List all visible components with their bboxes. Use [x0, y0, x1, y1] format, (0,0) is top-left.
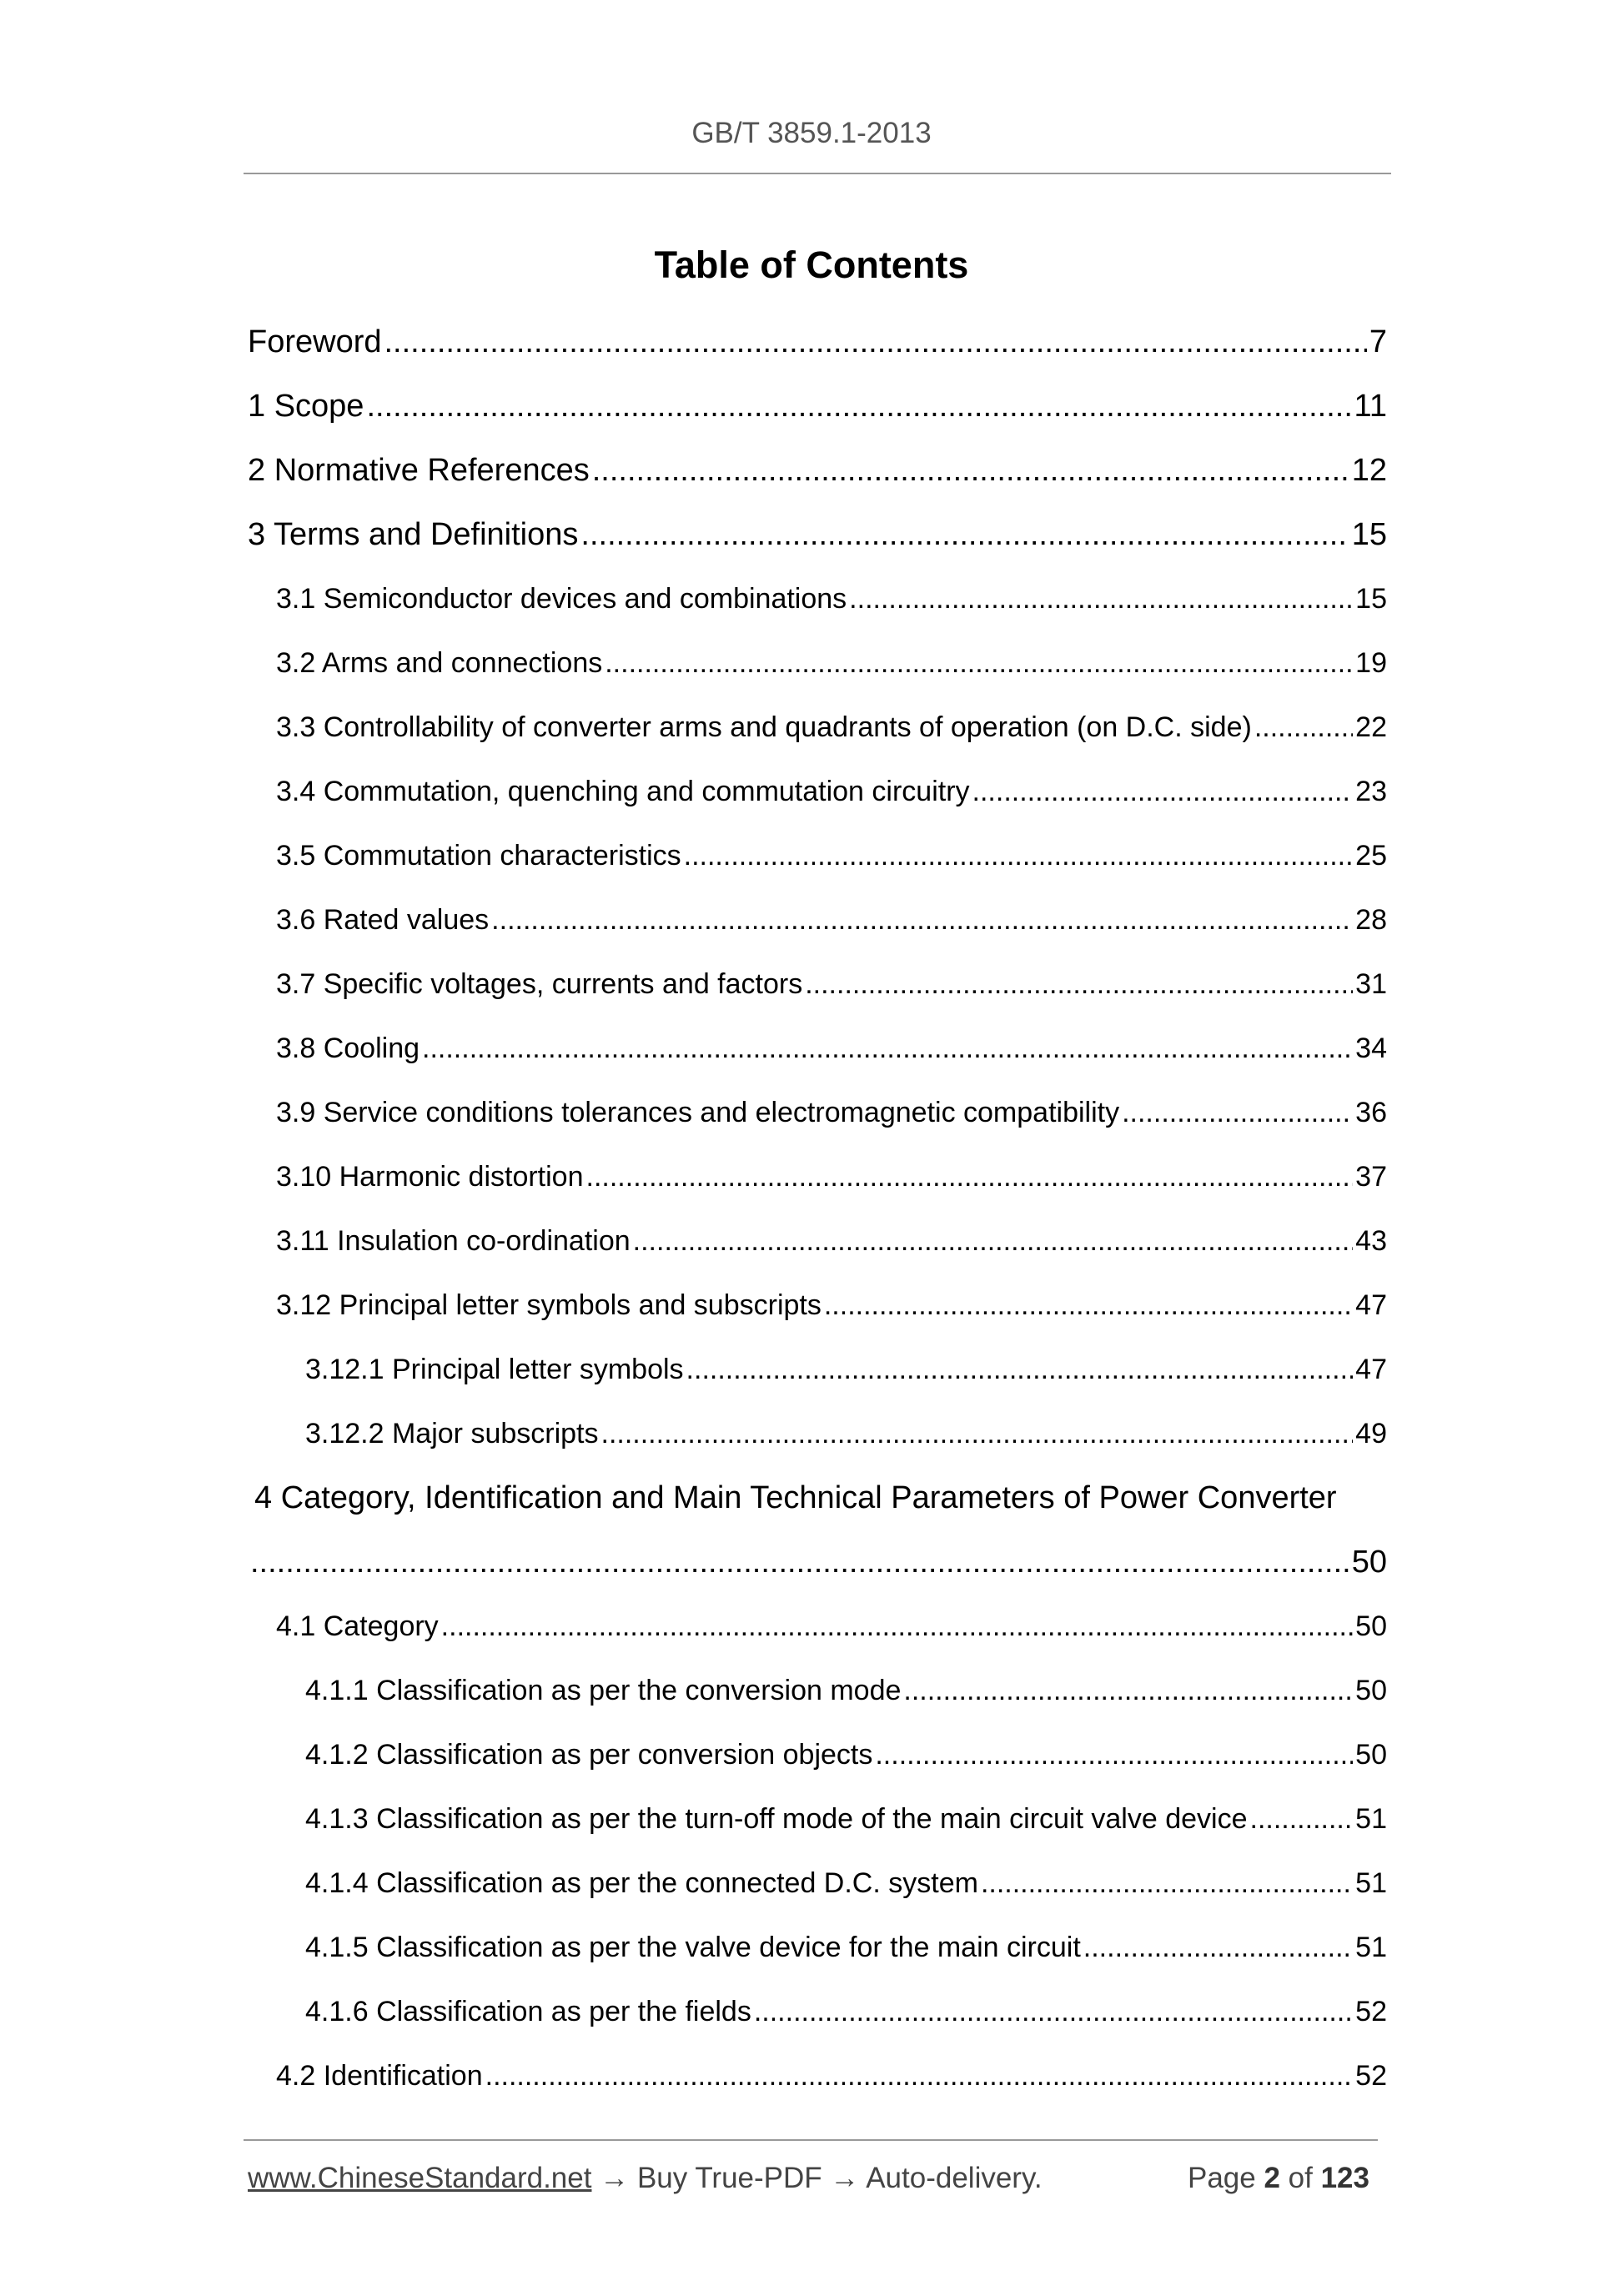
- footer-divider: [244, 2139, 1378, 2141]
- toc-entry[interactable]: [248, 961, 1387, 1025]
- toc-entry-label[interactable]: 3.7 Specific voltages, currents and factors: [276, 968, 803, 1000]
- toc-entry-page: 31: [1355, 968, 1387, 1000]
- toc-entry[interactable]: [248, 1860, 1387, 1924]
- toc-entry-label[interactable]: 4.2 Identification: [276, 2060, 483, 2092]
- toc-entry[interactable]: [248, 2052, 1387, 2117]
- dot-leader: [605, 640, 1353, 686]
- toc-entry[interactable]: [248, 1924, 1387, 1988]
- toc-entry-label[interactable]: 4.1.6 Classification as per the fields: [305, 1996, 751, 2027]
- dot-leader: [972, 768, 1354, 815]
- toc-entry-label[interactable]: 3.12.2 Major subscripts: [305, 1418, 599, 1449]
- dot-leader: [422, 1025, 1353, 1072]
- toc-entry-page: 28: [1355, 904, 1387, 936]
- toc-entry[interactable]: [248, 1218, 1387, 1282]
- toc-entry[interactable]: [248, 640, 1387, 704]
- toc-entry-label[interactable]: 2 Normative References: [248, 453, 590, 488]
- dot-leader: [485, 2052, 1354, 2099]
- page-word: Page: [1187, 2162, 1256, 2194]
- toc-entry-page: 50: [1355, 1739, 1387, 1771]
- dot-leader: [1254, 704, 1353, 751]
- toc-entry[interactable]: [248, 1667, 1387, 1731]
- toc-entry-page: 51: [1355, 1932, 1387, 1963]
- toc-entry-page: 34: [1355, 1032, 1387, 1064]
- toc-entry-label[interactable]: 4.1.4 Classification as per the connected D.C. system: [305, 1867, 978, 1899]
- toc-entry-label[interactable]: 1 Scope: [248, 389, 364, 424]
- toc-entry-page: 51: [1355, 1867, 1387, 1899]
- dot-leader: [686, 1346, 1354, 1393]
- toc-entry-page: 50: [1355, 1675, 1387, 1706]
- toc-entry-page: 22: [1355, 711, 1387, 743]
- toc-entry[interactable]: [248, 1410, 1387, 1475]
- arrow-icon: →: [600, 2162, 630, 2194]
- toc-entry-label[interactable]: 3.10 Harmonic distortion: [276, 1161, 584, 1193]
- toc-entry-page: 7: [1369, 324, 1387, 359]
- toc-entry[interactable]: [248, 575, 1387, 640]
- toc-entry-page: 11: [1354, 389, 1387, 424]
- document-id-header: GB/T 3859.1-2013: [691, 117, 932, 149]
- toc-entry-label[interactable]: 3.12.1 Principal letter symbols: [305, 1354, 684, 1385]
- toc-entry[interactable]: [248, 704, 1387, 768]
- toc-entry-label[interactable]: 4.1.2 Classification as per conversion objects: [305, 1739, 873, 1771]
- toc-entry-page: 37: [1355, 1161, 1387, 1193]
- toc-entry[interactable]: [248, 832, 1387, 897]
- dot-leader: [1250, 1796, 1354, 1842]
- toc-entry-page: 47: [1355, 1289, 1387, 1321]
- toc-entry-page: 52: [1355, 1996, 1387, 2027]
- toc-entry-label[interactable]: 3.12 Principal letter symbols and subscripts: [276, 1289, 822, 1321]
- toc-entry-page: 25: [1355, 840, 1387, 872]
- toc-entry-continuation[interactable]: [248, 1539, 1387, 1603]
- toc-entry-label[interactable]: 4 Category, Identification and Main Technical Parameters of Power Converter: [254, 1480, 1337, 1515]
- toc-entry[interactable]: [248, 1025, 1387, 1089]
- dot-leader: [805, 961, 1353, 1007]
- toc-entry-page: 49: [1355, 1418, 1387, 1449]
- toc-entry-label[interactable]: 3.4 Commutation, quenching and commutation circuitry: [276, 776, 970, 807]
- toc-entry-label[interactable]: 3.1 Semiconductor devices and combinations: [276, 583, 847, 615]
- dot-leader: [981, 1860, 1353, 1907]
- toc-entry-label[interactable]: 3.5 Commutation characteristics: [276, 840, 681, 872]
- toc-entry[interactable]: [248, 1988, 1387, 2052]
- toc-entry[interactable]: [248, 1089, 1387, 1153]
- dot-leader: [250, 1539, 1349, 1585]
- toc-entry-label[interactable]: 4.1.1 Classification as per the conversion mode: [305, 1675, 902, 1706]
- toc-entry-page: 15: [1355, 583, 1387, 615]
- toc-entry-page: 15: [1351, 517, 1387, 552]
- toc-entry-page: 19: [1355, 647, 1387, 679]
- dot-leader: [586, 1153, 1354, 1200]
- dot-leader: [384, 319, 1367, 365]
- delivery-text: Auto-delivery.: [866, 2162, 1043, 2194]
- toc-entry[interactable]: [248, 383, 1387, 447]
- toc-entry-page: 50: [1351, 1545, 1387, 1580]
- toc-entry-page: 50: [1355, 1610, 1387, 1642]
- toc-entry-label[interactable]: 3 Terms and Definitions: [248, 517, 579, 552]
- dot-leader: [824, 1282, 1353, 1329]
- toc-entry-label[interactable]: 3.2 Arms and connections: [276, 647, 603, 679]
- dot-leader: [633, 1218, 1354, 1264]
- dot-leader: [366, 383, 1351, 430]
- toc-entry[interactable]: [248, 511, 1387, 575]
- toc-entry-page: 43: [1355, 1225, 1387, 1257]
- total-pages: 123: [1320, 2162, 1369, 2194]
- dot-leader: [441, 1603, 1354, 1650]
- toc-entry[interactable]: [248, 768, 1387, 832]
- buy-text: Buy True-PDF: [636, 2162, 822, 2194]
- toc-entry[interactable]: [248, 1282, 1387, 1346]
- toc-entry-label[interactable]: 4.1.5 Classification as per the valve device for the main circuit: [305, 1932, 1081, 1963]
- dot-leader: [903, 1667, 1353, 1714]
- dot-leader: [1122, 1089, 1353, 1136]
- dot-leader: [491, 897, 1353, 943]
- toc-entry-page: 51: [1355, 1803, 1387, 1835]
- toc-entry[interactable]: [248, 1153, 1387, 1218]
- toc-entry-label[interactable]: 3.8 Cooling: [276, 1032, 420, 1064]
- dot-leader: [754, 1988, 1353, 2035]
- toc-entry-label[interactable]: Foreword: [248, 324, 382, 359]
- toc-entry-label[interactable]: 3.11 Insulation co-ordination: [276, 1225, 631, 1257]
- toc-entry-label[interactable]: 3.9 Service conditions tolerances and electromagnetic compatibility: [276, 1097, 1120, 1128]
- toc-entry-page: 36: [1355, 1097, 1387, 1128]
- page-indicator: [1188, 2162, 1369, 2195]
- dot-leader: [875, 1731, 1353, 1778]
- toc-entry-page: 12: [1351, 453, 1387, 488]
- dot-leader: [849, 575, 1353, 622]
- toc-entry-label[interactable]: 3.6 Rated values: [276, 904, 490, 936]
- toc-entry[interactable]: [248, 1603, 1387, 1667]
- toc-entry-page: 23: [1355, 776, 1387, 807]
- current-page: 2: [1264, 2162, 1280, 2194]
- header-divider: [244, 173, 1391, 174]
- toc-entry-page: 47: [1355, 1354, 1387, 1385]
- toc-entry[interactable]: [248, 1475, 1387, 1539]
- website-link[interactable]: www.ChineseStandard.net: [248, 2162, 592, 2194]
- dot-leader: [580, 511, 1349, 558]
- dot-leader: [592, 447, 1349, 494]
- table-of-contents: [248, 319, 1387, 2117]
- toc-entry[interactable]: [248, 319, 1387, 383]
- dot-leader: [1083, 1924, 1353, 1971]
- dot-leader: [684, 832, 1354, 879]
- toc-entry-label[interactable]: 4.1.3 Classification as per the turn-off mode of the main circuit valve device: [305, 1803, 1248, 1835]
- toc-entry[interactable]: [248, 1796, 1387, 1860]
- toc-entry-page: 52: [1355, 2060, 1387, 2092]
- toc-entry[interactable]: [248, 1346, 1387, 1410]
- page-title: Table of Contents: [654, 244, 969, 286]
- toc-entry[interactable]: [248, 897, 1387, 961]
- arrow-icon: →: [830, 2162, 860, 2194]
- toc-entry-label[interactable]: 4.1 Category: [276, 1610, 439, 1642]
- toc-entry[interactable]: [248, 1731, 1387, 1796]
- toc-entry[interactable]: [248, 447, 1387, 511]
- dot-leader: [601, 1410, 1354, 1457]
- of-word: of: [1288, 2162, 1313, 2194]
- toc-entry-label[interactable]: 3.3 Controllability of converter arms and quadrants of operation (on D.C. side): [276, 711, 1252, 743]
- footer: [248, 2162, 1378, 2195]
